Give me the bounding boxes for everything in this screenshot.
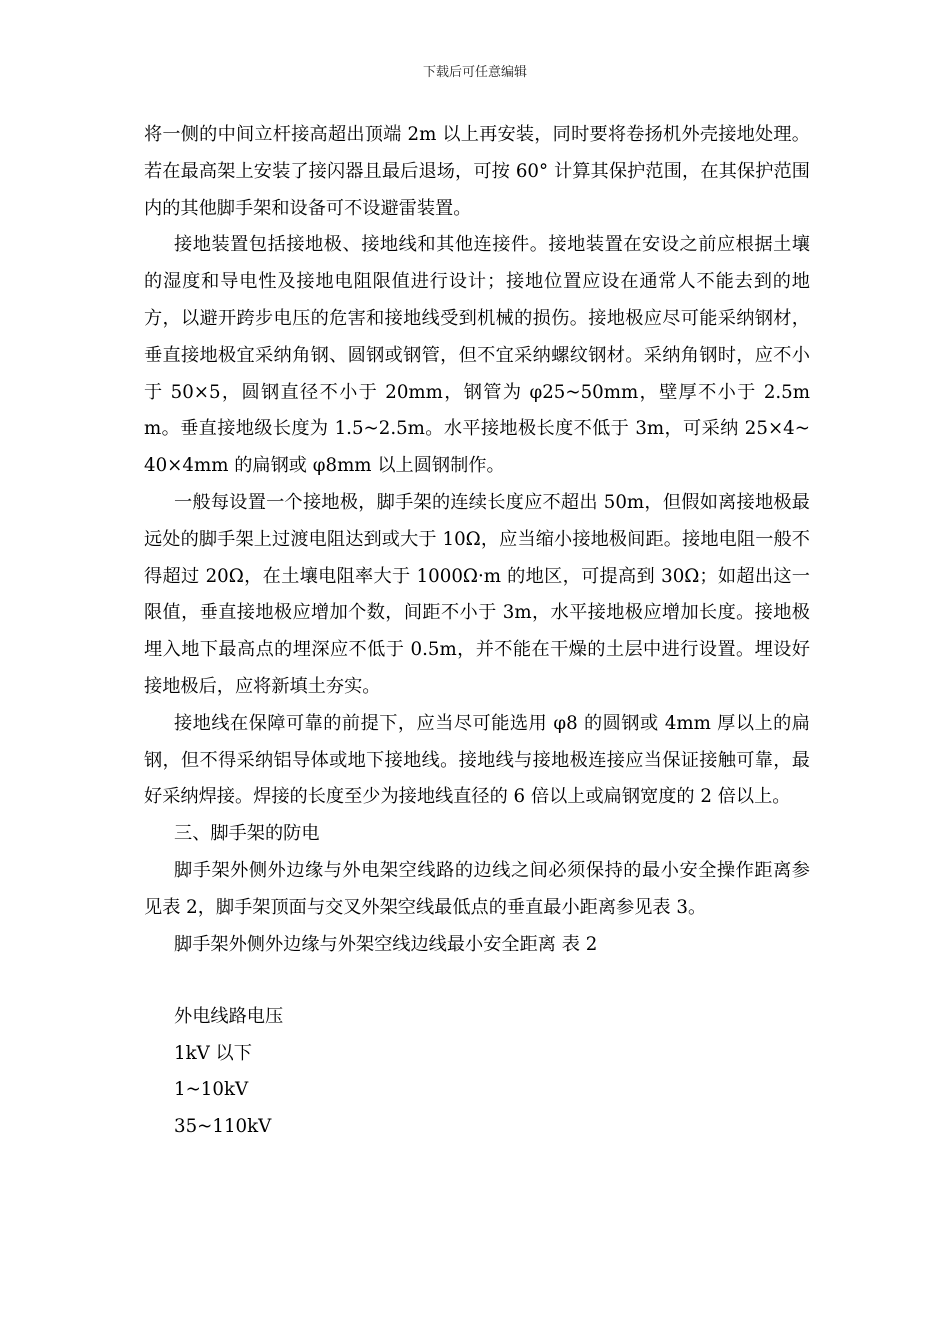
voltage-table-header: 外电线路电压 xyxy=(174,1006,284,1028)
paragraph-lightning-arrester: 将一侧的中间立杆接高超出顶端 2m 以上再安装，同时要将卷扬机外壳接地处理。若在最高架上安装了接闪器且最后退场，可按 60° 计算其保护范围，在其保护范围内的其他脚手架和设备可不设避雷装置。 xyxy=(144,124,810,219)
paragraph-safe-distance: 脚手架外侧外边缘与外电架空线路的边线之间必须保持的最小安全操作距离参见表 2，脚手架顶面与交叉外架空线最低点的垂直最小距离参见表 3。 xyxy=(144,859,810,918)
voltage-table-row: 1~10kV xyxy=(174,1079,249,1101)
voltage-table-row: 35~110kV xyxy=(174,1115,272,1137)
paragraph-grounding-device: 接地装置包括接地极、接地线和其他连接件。接地装置在安设之前应根据土壤的湿度和导电性及接地电阻限值进行设计；接地位置应设在通常人不能去到的地方，以避开跨步电压的危害和接地线受到机械的损伤。接地极应尽可能采纳钢材，垂直接地极宜采纳角钢、圆钢或钢管，但不宜采纳螺纹钢材。采纳角钢时，应不小于 50×5，圆钢直径不小于 20mm，钢管为 φ25~50mm，壁厚不小于 2.5mm。垂直接地级长度为 1.5~2.5m。水平接地极长度不低于 3m，可采纳 25×4~40×4mm 的扁钢或 φ8mm 以上圆钢制作。 xyxy=(144,234,810,477)
page-header: 下载后可任意编辑 xyxy=(422,65,527,80)
voltage-table-row: 1kV 以下 xyxy=(174,1042,252,1064)
spacer xyxy=(144,963,810,999)
paragraph-grounding-resistance: 一般每设置一个接地极，脚手架的连续长度应不超出 50m，但假如离接地极最远处的脚手架上过渡电阻达到或大于 10Ω，应当缩小接地极间距。接地电阻一般不得超过 20Ω，在土壤电阻率大于 1000Ω·m 的地区，可提高到 30Ω；如超出这一限值，垂直接地极应增加个数，间距不小于 3m，水平接地极应增加长度。接地极埋入地下最高点的埋深应不低于 0.5m，并不能在干燥的土层中进行设置。埋设好接地极后，应将新填土夯实。 xyxy=(144,491,810,697)
paragraph-grounding-wire: 接地线在保障可靠的前提下，应当尽可能选用 φ8 的圆钢或 4mm 厚以上的扁钢，但不得采纳铝导体或地下接地线。接地线与接地极连接应当保证接触可靠，最好采纳焊接。焊接的长度至少为接地线直径的 6 倍以上或扁钢宽度的 2 倍以上。 xyxy=(144,712,810,808)
voltage-table xyxy=(144,999,810,1145)
table-caption: 脚手架外侧外边缘与外架空线边线最小安全距离 表 2 xyxy=(174,933,598,955)
document-body xyxy=(144,117,810,1145)
section-heading-scaffold-electric-protection: 三、脚手架的防电 xyxy=(174,823,320,845)
